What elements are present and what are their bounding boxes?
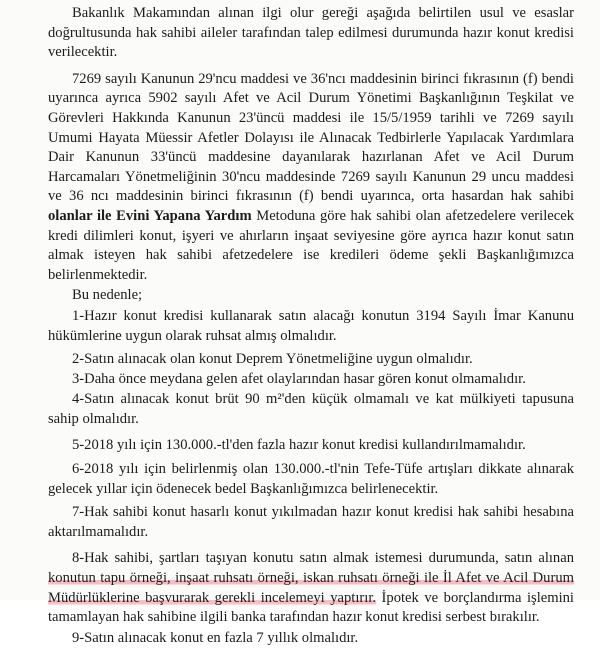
list-item-6: 6-2018 yılı için belirlenmiş olan 130.000.-tl'nin Tefe-Tüfe artışları dikkate alınarak gelecek yıllar için ödenecek bedel Başkanlığımızca belirlenecektir. — [48, 461, 574, 497]
list-item-2: 2-Satın alınacak olan konut Deprem Yönetmeliğine uygun olmalıdır. — [72, 351, 473, 368]
intro-paragraph: Bakanlık Makamından alınan ilgi olur gereği aşağıda belirtilen usul ve esaslar doğrultusunda hak sahibi aileler tarafından talep edilmesi durumunda hazır konut kredisi verilecektir. — [48, 5, 574, 61]
law-text-after: Metoduna göre hak sahibi olan afetzedelere verilecek kredi dilimleri konut, işyeri ve ahırların inşaat seviyesine göre ayrıca hazır konut satın almak isteyen hak sahibi afetzedelere ise kredileri ödeme şekli Başkanlığımızca belirlenmektedir. — [48, 207, 574, 283]
item8-start: 8-Hak sahibi, şartları taşıyan konutu satın almak istemesi durumunda, satın alınan — [72, 550, 574, 567]
list-item-5: 5-2018 yılı için 130.000.-tl'den fazla hazır konut kredisi kullandırılmamalıdır. — [72, 437, 526, 454]
list-item-3: 3-Daha önce meydana gelen afet olaylarından hasar gören konut olmamalıdır. — [72, 370, 526, 387]
list-item-8 — [48, 549, 574, 627]
law-text-before: 7269 sayılı Kanunun 29'ncu maddesi ve 36'ncı maddesinin birinci fıkrasının (f) bendi uyarınca ayrıca 5902 sayılı Afet ve Acil Durum Yönetimi Başkanlığının Teşkilat ve Görevleri Hakkında Kanunun 23'üncü maddesi ile 15/5/1959 tarihli ve 7269 sayılı Umumi Hayata Müessir Afetler Dolayısı ile Alınacak Tedbirlerle Yapılacak Yardımlara Dair Kanunun 33'üncü maddesine dayanılarak hazırlanan Afet ve Acil Durum Harcamaları Yönetmeliğinin 30'ncu maddesinde 7269 sayılı Kanunun 29 uncu maddesi ve 36 ncı maddesinin birinci fıkrasının (f) bendi uyarınca, orta hasardan hak sahibi — [48, 70, 574, 205]
item8-end: İpotek ve borçlandırma işlemini tamamlayan hak sahibine ilgili banka tarafından hazır konut kredisi serbest bırakılır. — [48, 589, 574, 626]
highlighted-text: konutun tapu örneği, inşaat ruhsatı örneği, iskan ruhsatı örneği ile İl Afet ve Acil Durum Müdürlüklerine başvurarak gerekli incelemeyi yaptırır. — [48, 570, 574, 606]
list-item-9: 9-Satın alınacak konut en fazla 7 yıllık olmalıdır. — [72, 629, 359, 646]
list-item-1: 1-Hazır konut kredisi kullanarak satın alacağı konutun 3194 Sayılı İmar Kanunu hükümlerine uygun olarak ruhsat almış olmalıdır. — [48, 307, 574, 344]
list-item-7: 7-Hak sahibi konut hasarlı konut yıkılmadan hazır konut kredisi hak sahibi hesabına aktarılmamalıdır. — [48, 504, 574, 540]
reason-line: Bu nedenle; — [72, 287, 143, 304]
law-bold-phrase: olanlar ile Evini Yapana Yardım — [48, 207, 252, 224]
list-item-4: 4-Satın alınacak konut brüt 90 m²'den küçük olmamalı ve kat mülkiyeti tapusuna sahip olmalıdır. — [48, 391, 574, 427]
law-paragraph — [48, 70, 574, 286]
